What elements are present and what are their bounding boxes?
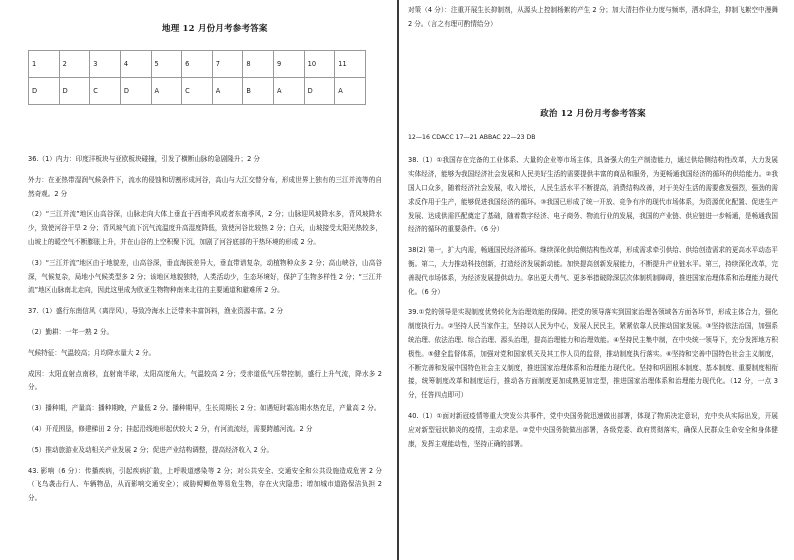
answer-paragraph: 对策（4 分）：注重开展生长抑制剂，从源头上控制杨絮的产生 2 分；加大清扫作业力度与频率，洒水降尘，抑制飞絮空中漫舞 2 分。（言之有理可酌情给分） [408, 6, 778, 28]
answer-cell: D [120, 78, 151, 105]
geography-title: 地理 12 月份月考参考答案 [162, 24, 268, 34]
answer-cell: C [90, 78, 121, 105]
answer-cell: A [151, 78, 182, 105]
question-number: 10 [304, 51, 335, 78]
answer-paragraph: （4）开荒围垦，修建梯田 2 分；挂起沿线地形起伏较大 2 分，有河流流经，需要跨越河流。2 分 [28, 424, 313, 433]
answer-paragraph: 40.（1）①面对新冠疫情等重大突发公共事件，党中央国务院迅速做出部署，体现了物质决定意识，充中央从实际出发，开展应对新型冠状肺炎的疫情，主动求是。②党中央国务院做出部署，各级党委、政府贯彻落实，确保人民群众生命安全和身体健康，发挥主观能动性，坚持正确的部署。 [408, 411, 778, 448]
question-number: 2 [59, 51, 90, 78]
answer-paragraph: 气候特征：气温较高；月均降水量大 2 分。 [28, 348, 156, 357]
answer-cell: D [59, 78, 90, 105]
answer-cell: C [182, 78, 213, 105]
answer-paragraph: 43. 影响（6 分）：传播疾病，引起疾病扩散，上呼吸道感染等 2 分；对公共安全、交通安全和公共设施造成危害 2 分（飞鸟袭击行人、车辆物品，从而影响交通安全）；威胁鲟鲫鱼等易危生物，存在火灾隐患；增加城市道路保洁负担 2 分。 [28, 466, 382, 503]
answer-paragraph: （2）勤耕：一年一熟 2 分。 [28, 327, 114, 336]
question-number: 1 [29, 51, 60, 78]
question-number: 11 [335, 51, 366, 78]
geography-answer-table [28, 50, 366, 105]
answer-paragraph: 36.（1）内力：印度洋板块与亚欧板块碰撞，引发了横断山脉的急剧隆升；2 分 [28, 155, 260, 163]
question-number: 3 [90, 51, 121, 78]
answer-paragraph: 37.（1）盛行东南信风（离岸风），导致冷海水上泛带来丰富饵料，渔业资源丰富。2 分 [28, 307, 284, 316]
answer-paragraph: 39.①党的领导是实现制度优势转化为治理效能的保障。把党的领导落实到国家治理各领域各方面各环节，形成主体合力，强化制度执行力。②坚持人民当家作主，坚持以人民为中心，发展人民民主，紧紧依靠人民推动国家发展。③坚持依法治国，加强系统治理、依法治理、综合治理、源头治理，提高治理能力和治理效能。④坚持民主集中制，在中央统一领导下，充分发挥地方积极性。⑤健全监督体系，加强对党和国家机关及其工作人员的监督，推动制度执行落实。⑥坚持和完善中国特色社会主义制度，不断完善和发展中国特色社会主义制度，推进国家治理体系和治理能力现代化。坚持和巩固根本制度、基本制度、重要制度相衔接，统筹制度改革和制度运行，推动各方面制度更加成熟更加定型，推进国家治理体系和治理能力现代化。（12 分，一点 3 分，任答四点即可） [408, 308, 778, 400]
answer-cell: A [335, 78, 366, 105]
answer-cell: A [212, 78, 243, 105]
answer-cell: D [29, 78, 60, 105]
choice-answers-line: 12—16 CDACC 17—21 ABBAC 22—23 DB [408, 133, 536, 141]
answer-cell: B [243, 78, 274, 105]
question-number: 4 [120, 51, 151, 78]
question-number: 8 [243, 51, 274, 78]
question-number: 9 [274, 51, 305, 78]
answer-paragraph: （3）播种期，产量高：播种期晚，产量低 2 分。播种期早，生长周期长 2 分；如遇短时霜冻期水热充足，产量高 2 分。 [28, 404, 381, 413]
answer-paragraph: 38(2) 第一，扩大内需，畅通国民经济循环。继续深化供给侧结构性改革，形成需求牵引供给、供给创造需求的更高水平动态平衡。第二，大力推动科技创新，打造经济发展新动能。加快提高创新发展能力，不断提升产业链水平。第三，持续深化改革，完善现代市场体系，为经济发展提供动力。拿出更大勇气、更多举措破除深层次体制机制障碍，推进国家治理体系和治理能力现代化。（6 分） [408, 246, 778, 296]
column-divider [397, 0, 399, 560]
politics-answer-page [400, 0, 794, 560]
answer-paragraph: （5）推动旅游业及动相关产业发展 2 分；促进产业结构调整，提高经济收入 2 分。 [28, 445, 274, 454]
answer-paragraph: 38.（1）①我国存在完备的工业体系、大量的企业等市场主体，具备强大的生产制造能力，通过供给侧结构性改革，大力发展实体经济，能够为我国经济社会发展和人民美好生活的需要提供丰富的商品和服务，为更畅通我国经济的循环的供给能力。②我国人口众多，随着经济社会发展，收入增长，人民生活水平不断提高，消费结构改善，对于美好生活的需要愈发强烈，强劲的需求反作用于生产，能够促进我国经济的循环。③我国已形成了统一开放、竞争有序的现代市场体系，为资源优化配置、促进生产发展、达成供需匹配奠定了基础，随着数字经济、电子商务、物流行业的发展，我国的产业链、供应链进一步畅通，是畅通我国经济的循环的重要条件。（6 分） [408, 156, 778, 234]
question-number: 6 [182, 51, 213, 78]
geography-answer-page [0, 0, 396, 560]
question-number: 5 [151, 51, 182, 78]
answer-table-answer-row [29, 78, 366, 105]
answer-paragraph: （3）“三江并流”地区由于地貌差，山高谷深，垂直海拔差异大，垂直带谱复杂，动植物种众多 2 分；高山峡谷，山高谷深，气候复杂，局地小气候类型多 2 分；该地区地貌独特，人类活动少，生态环境好，保护了生物多样性 2 分；“三江并流”地区山脉南北走向，因此这里成为欧亚生物物种南来北往的主要通道和避难所 2 分。 [28, 258, 382, 295]
answer-paragraph: 外力：在亚热带湿润气候条件下，流水的侵蚀和切割形成河谷，高山与大江交替分布，形成世界上独有的三江并流等的自然奇观。2 分 [28, 175, 382, 198]
answer-table-header-row [29, 51, 366, 78]
answer-paragraph: （2）“三江并流”地区山高谷深，山脉走向大体上垂直于西南季风或者东南季风，2 分；山脉迎风坡降水多，背风坡降水少，致使河谷干旱 2 分；背风坡气流下沉气流温度升高湿度降低，致使河谷比较热 2 分；白天，山坡接受太阳光热较多，山坡上的暖空气不断膨胀上升，并在山谷的上空积聚下沉，加剧了河谷底部的干热环境的形成 2 分。 [28, 210, 382, 246]
politics-title: 政治 12 月份月考参考答案 [540, 108, 646, 119]
question-number: 7 [212, 51, 243, 78]
answer-cell: D [304, 78, 335, 105]
answer-cell: A [274, 78, 305, 105]
answer-paragraph: 成因：太阳直射点南移，直射南半球，太阳高度角大，气温较高 2 分；受赤道低气压带控制，盛行上升气流，降水多 2 分。 [28, 369, 382, 392]
